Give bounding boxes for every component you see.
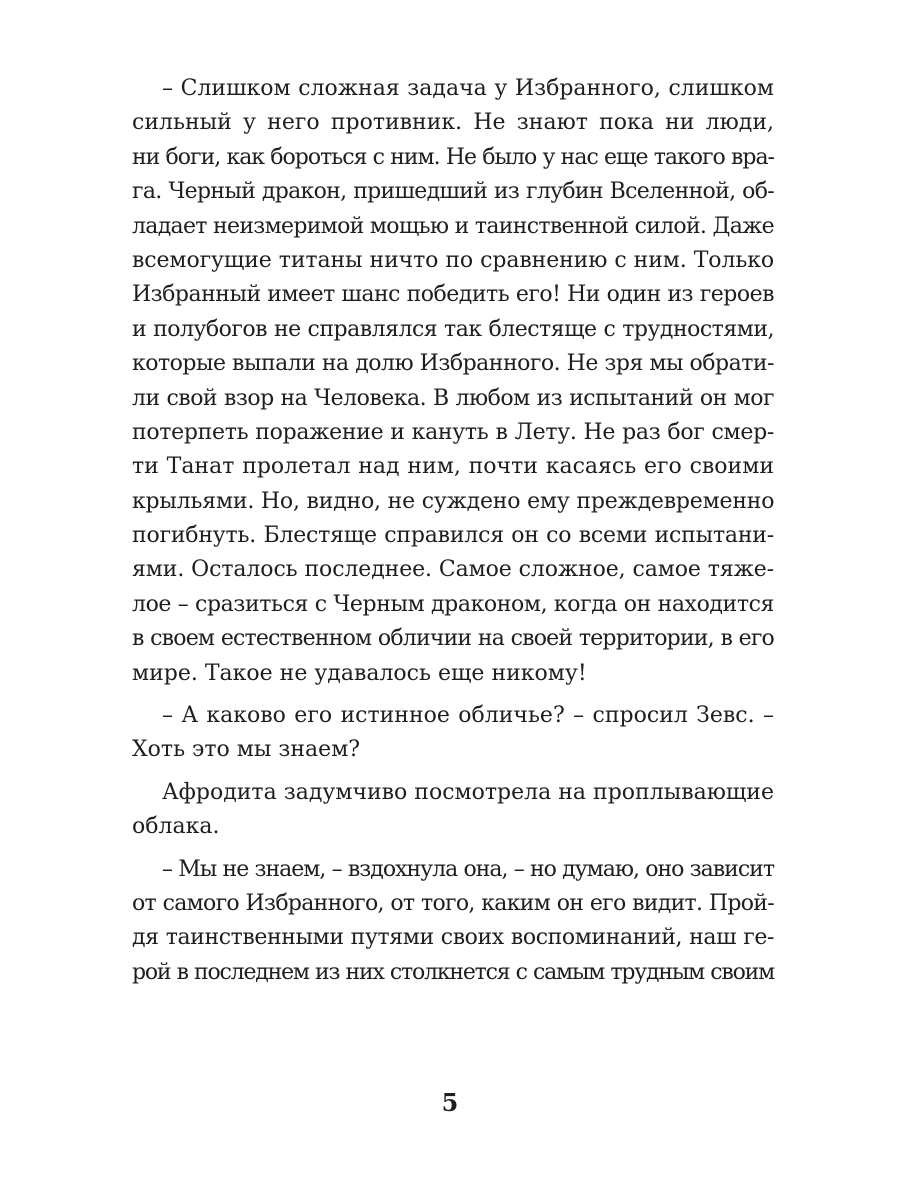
text-line: лое – сразиться с Черным драконом, когда он находится: [132, 591, 774, 617]
text-line: ни боги, как бороться с ним. Не было у нас еще такого вра-: [132, 144, 774, 170]
text-line: облака.: [132, 814, 220, 840]
paragraph: [132, 699, 774, 768]
paragraph: [132, 72, 774, 691]
paragraph-gap: [132, 691, 774, 699]
text-line: Афродита задумчиво посмотрела на проплывающие: [162, 779, 774, 805]
text-line: рой в последнем из них столкнется с самым трудным своим: [132, 959, 774, 985]
text-line: – Мы не знаем, – вздохнула она, – но думаю, оно зависит: [162, 856, 774, 882]
text-line: потерпеть поражение и кануть в Лету. Не раз бог смер-: [132, 419, 774, 445]
text-line: сильный у него противник. Не знают пока ни люди,: [132, 110, 774, 136]
text-line: ти Танат пролетал над ним, почти касаясь его своими: [132, 454, 774, 480]
text-line: в своем естественном обличии на своей территории, в его: [132, 626, 774, 652]
paragraph: [132, 853, 774, 991]
text-line: ями. Осталось последнее. Самое сложное, самое тяже-: [132, 557, 774, 583]
text-line: Избранный имеет шанс победить его! Ни один из героев: [132, 282, 774, 308]
text-line: которые выпали на долю Избранного. Не зря мы обрати-: [132, 351, 774, 377]
paragraph-gap: [132, 768, 774, 776]
paragraph: [132, 776, 774, 845]
text-line: – Слишком сложная задача у Избранного, слишком: [162, 76, 774, 101]
page-number: 5: [441, 1088, 459, 1117]
text-line: га. Черный дракон, пришедший из глубин Вселенной, об-: [132, 179, 774, 205]
text-line: от самого Избранного, от того, каким он его видит. Прой-: [132, 890, 774, 916]
text-line: – А каково его истинное обличье? – спросил Зевс. –: [162, 703, 774, 729]
text-line: погибнуть. Блестяще справился он со всеми испытани-: [132, 523, 774, 549]
text-line: дя таинственными путями своих воспоминаний, наш ге-: [132, 925, 774, 951]
body-text: [132, 72, 774, 990]
text-line: мире. Такое не удавалось еще никому!: [132, 660, 587, 686]
text-line: ли свой взор на Человека. В любом из испытаний он мог: [132, 385, 774, 411]
text-line: и полубогов не справлялся так блестяще с трудностями,: [132, 316, 774, 342]
text-line: ладает неизмеримой мощью и таинственной силой. Даже: [132, 213, 774, 239]
paragraph-gap: [132, 845, 774, 853]
text-line: Хоть это мы знаем?: [132, 737, 361, 763]
text-line: крыльями. Но, видно, не суждено ему преждевременно: [132, 488, 775, 514]
text-line: всемогущие титаны ничто по сравнению с ним. Только: [132, 247, 774, 273]
